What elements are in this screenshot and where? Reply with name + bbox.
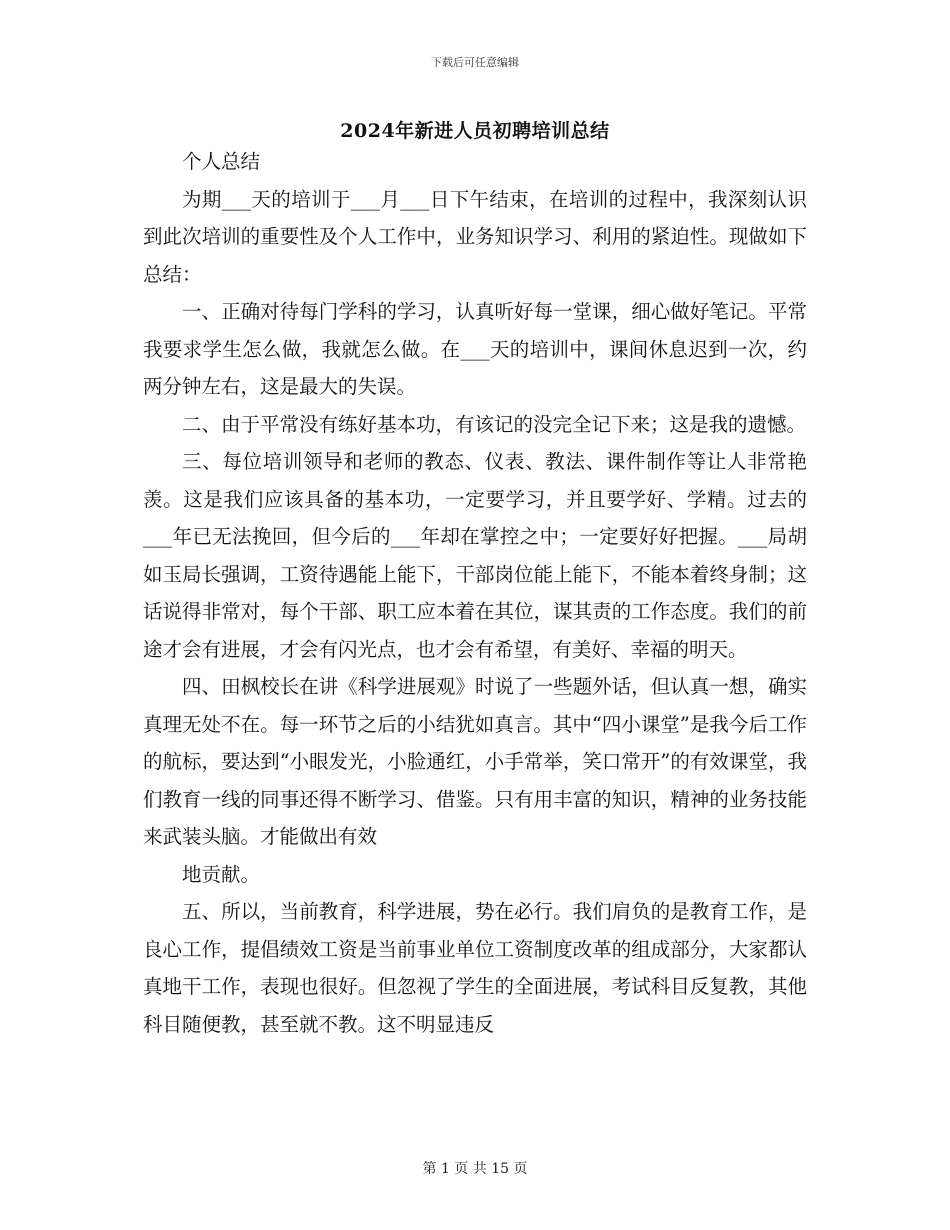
paragraph-point-3: 三、每位培训领导和老师的教态、仪表、教法、课件制作等让人非常艳羡。这是我们应该具备的基本功，一定要学习，并且要学好、学精。过去的___年已无法挽回，但今后的___年却在掌控之中；一定要好好把握。___局胡如玉局长强调，工资待遇能上能下，干部岗位能上能下，不能本着终身制；这话说得非常对，每个干部、职工应本着在其位，谋其责的工作态度。我们的前途才会有进展，才会有闪光点，也才会有希望，有美好、幸福的明天。 xyxy=(143,450,807,661)
paragraph-point-4: 四、田枫校长在讲《科学进展观》时说了一些题外话，但认真一想，确实真理无处不在。每一环节之后的小结犹如真言。其中“四小课堂”是我今后工作的航标，要达到“小眼发光，小脸通红，小手常举，笑口常开”的有效课堂，我们教育一线的同事还得不断学习、借鉴。只有用丰富的知识，精神的业务技能来武装头脑。才能做出有效 xyxy=(143,675,807,848)
page-number: 第 1 页 共 15 页 xyxy=(422,1161,528,1177)
paragraph-point-4-continuation: 地贡献。 xyxy=(182,862,261,886)
paragraph-intro: 为期___天的培训于___月___日下午结束，在培训的过程中，我深刻认识到此次培训的重要性及个人工作中，业务知识学习、利用的紧迫性。现做如下总结： xyxy=(143,187,807,286)
document-title: 2024年新进人员初聘培训总结 xyxy=(340,120,610,142)
paragraph-point-5: 五、所以，当前教育，科学进展，势在必行。我们肩负的是教育工作，是良心工作，提倡绩效工资是当前事业单位工资制度改革的组成部分，大家都认真地干工作，表现也很好。但忽视了学生的全面进展，考试科目反复教，其他科目随便教，甚至就不教。这不明显违反 xyxy=(143,900,807,1036)
document-body xyxy=(143,143,807,1043)
paragraph-point-2: 二、由于平常没有练好基本功，有该记的没完全记下来；这是我的遗憾。 xyxy=(182,412,807,436)
section-heading-personal-summary: 个人总结 xyxy=(182,150,261,173)
paragraph-point-1: 一、正确对待每门学科的学习，认真听好每一堂课，细心做好笔记。平常我要求学生怎么做，我就怎么做。在___天的培训中，课间休息迟到一次，约两分钟左右，这是最大的失误。 xyxy=(143,300,807,398)
page-header-note: 下载后可任意编辑 xyxy=(431,56,519,69)
